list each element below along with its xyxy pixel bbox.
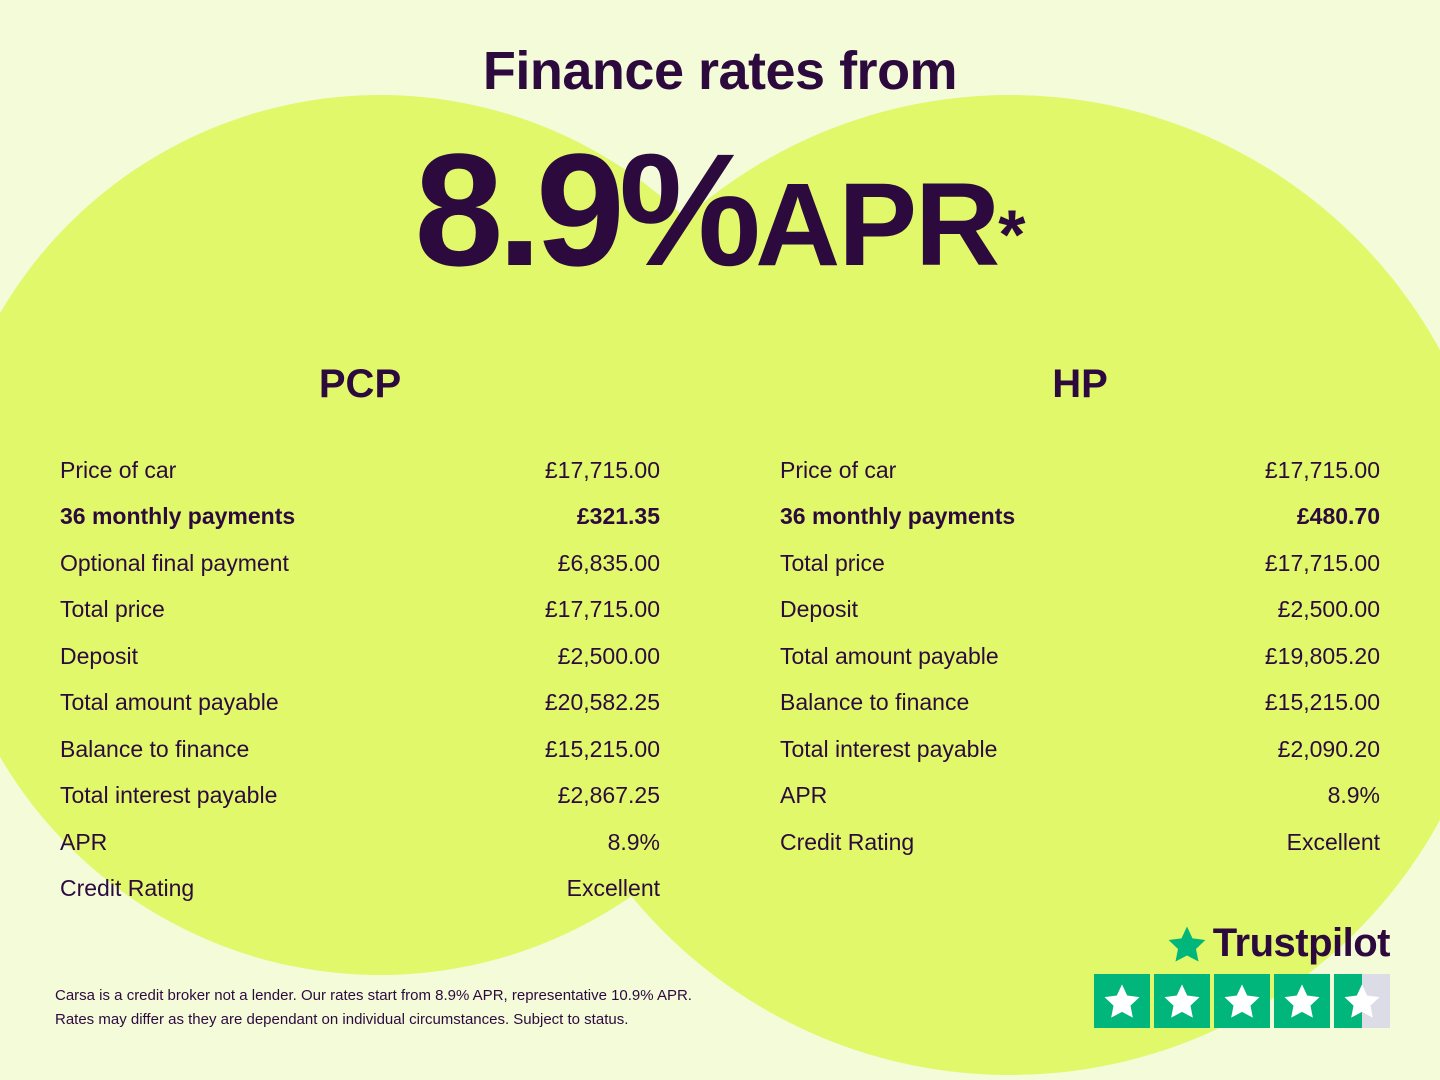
- row-value: £17,715.00: [544, 457, 660, 483]
- table-row: [60, 679, 660, 725]
- row-label: Total amount payable: [780, 642, 999, 669]
- star-icon: [1102, 981, 1142, 1021]
- row-label: Total interest payable: [780, 735, 998, 762]
- row-value: £480.70: [1296, 503, 1380, 530]
- row-label: APR: [60, 828, 108, 855]
- column-title-pcp: PCP: [318, 362, 402, 406]
- row-label: Total amount payable: [60, 689, 279, 716]
- star-icon: [1167, 924, 1207, 964]
- row-label: 36 monthly payments: [780, 503, 1016, 530]
- table-row: [60, 493, 660, 539]
- table-row: [780, 540, 1380, 586]
- row-value: 8.9%: [607, 828, 660, 855]
- table-row: [60, 772, 660, 818]
- row-label: Deposit: [60, 642, 138, 669]
- row-value: £19,805.20: [1264, 642, 1380, 669]
- table-row: [60, 819, 660, 865]
- row-value: £20,582.25: [544, 689, 660, 716]
- page-title: Finance rates from: [482, 41, 958, 101]
- hp-rows: [780, 447, 1380, 865]
- star-rating-box: [1214, 974, 1270, 1028]
- row-value: £15,215.00: [544, 735, 660, 762]
- row-label: Total price: [60, 596, 165, 623]
- apr-rate-display: [0, 118, 1440, 302]
- finance-comparison-columns: [0, 362, 1440, 911]
- disclaimer-text: [55, 984, 815, 1032]
- row-value: Excellent: [1286, 828, 1380, 855]
- row-label: Price of car: [60, 457, 177, 483]
- apr-rate-word: APR: [755, 159, 999, 291]
- apr-rate-number: 8.9%: [414, 120, 756, 299]
- row-value: £321.35: [576, 503, 660, 530]
- row-value: £2,867.25: [557, 782, 660, 809]
- row-value: £17,715.00: [1264, 549, 1380, 576]
- star-icon: [1162, 981, 1202, 1021]
- table-row: [780, 493, 1380, 539]
- table-row: [60, 447, 660, 493]
- row-label: APR: [780, 782, 828, 809]
- row-value: £6,835.00: [557, 549, 660, 576]
- table-row: [780, 772, 1380, 818]
- row-label: Credit Rating: [780, 828, 915, 855]
- row-value: 8.9%: [1327, 782, 1380, 809]
- finance-column-hp: [720, 362, 1440, 911]
- trustpilot-star-row: [1060, 974, 1390, 1028]
- row-label: Balance to finance: [60, 735, 250, 762]
- row-label: Total interest payable: [60, 782, 278, 809]
- star-rating-box: [1274, 974, 1330, 1028]
- row-label: Balance to finance: [780, 689, 970, 716]
- row-label: Price of car: [780, 457, 897, 483]
- row-value: £2,500.00: [557, 642, 660, 669]
- table-row: [60, 865, 660, 911]
- apr-asterisk: *: [998, 195, 1026, 274]
- disclaimer-line-1: Carsa is a credit broker not a lender. Our rates start from 8.9% APR, representative 10.9% APR.: [55, 987, 692, 1004]
- finance-column-pcp: [0, 362, 720, 911]
- table-row: [780, 447, 1380, 493]
- table-row: [60, 633, 660, 679]
- star-icon: [1282, 981, 1322, 1021]
- table-row: [780, 819, 1380, 865]
- row-label: Total price: [780, 549, 885, 576]
- table-row: [60, 540, 660, 586]
- row-label: 36 monthly payments: [60, 503, 296, 530]
- table-row: [780, 633, 1380, 679]
- row-label: Optional final payment: [60, 549, 289, 576]
- trustpilot-rating: [1060, 921, 1390, 1028]
- table-row: [780, 586, 1380, 632]
- disclaimer-line-2: Rates may differ as they are dependant on individual circumstances. Subject to status.: [55, 1011, 629, 1028]
- row-value: £17,715.00: [1264, 457, 1380, 483]
- star-icon: [1222, 981, 1262, 1021]
- star-half-icon: [1342, 981, 1382, 1021]
- column-title-hp: HP: [1052, 362, 1108, 406]
- row-label: Deposit: [780, 596, 858, 623]
- row-value: Excellent: [566, 874, 660, 901]
- pcp-rows: [60, 447, 660, 911]
- table-row: [60, 726, 660, 772]
- row-value: £17,715.00: [544, 596, 660, 623]
- table-row: [780, 726, 1380, 772]
- row-value: £15,215.00: [1264, 689, 1380, 716]
- row-value: £2,500.00: [1277, 596, 1380, 623]
- trustpilot-logo: [1060, 921, 1390, 966]
- row-label: Credit Rating: [60, 874, 195, 901]
- star-rating-box: [1094, 974, 1150, 1028]
- trustpilot-name: Trustpilot: [1212, 921, 1390, 965]
- star-rating-box-half: [1334, 974, 1390, 1028]
- row-value: £2,090.20: [1277, 735, 1380, 762]
- table-row: [60, 586, 660, 632]
- table-row: [780, 679, 1380, 725]
- star-rating-box: [1154, 974, 1210, 1028]
